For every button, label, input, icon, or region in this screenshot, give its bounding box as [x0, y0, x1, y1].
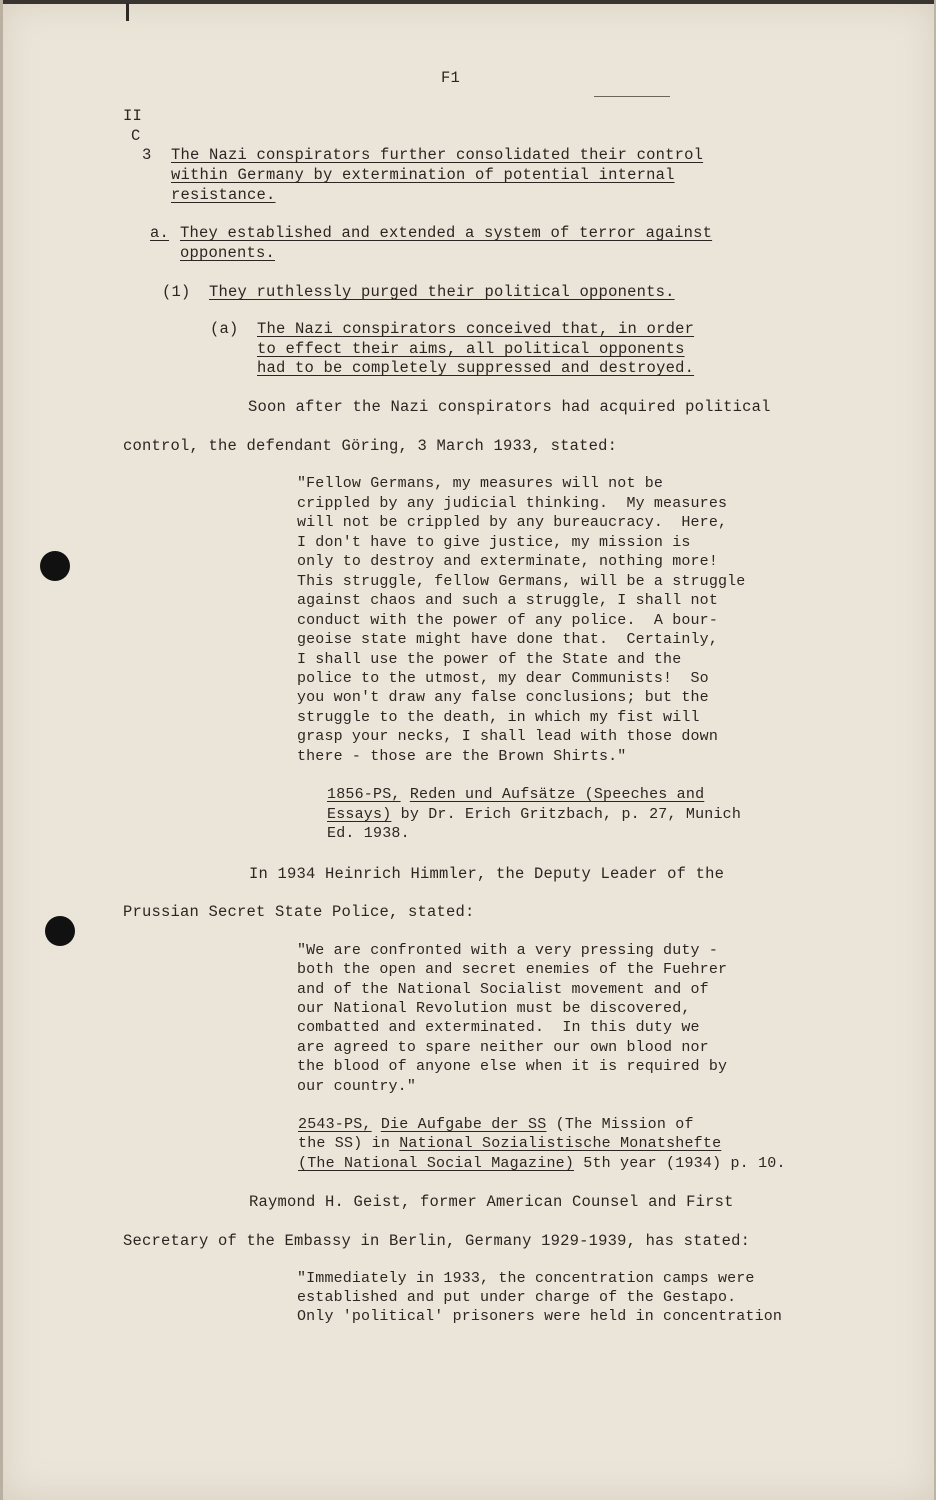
citation-line: [298, 1115, 694, 1135]
quote-line: and of the National Socialist movement and of: [297, 981, 709, 998]
quote-line: you won't draw any false conclusions; but the: [297, 689, 709, 706]
citation-title: Essays): [327, 806, 392, 823]
citation-title: National Sozialistische Monatshefte: [399, 1135, 722, 1152]
heading-3-line: The Nazi conspirators further consolidated their control: [171, 146, 704, 164]
quote-line: struggle to the death, in which my fist will: [297, 709, 700, 726]
ink-mark: [126, 3, 129, 21]
citation-line: [298, 1154, 786, 1174]
citation-line: [327, 785, 704, 805]
heading-3-line: resistance.: [171, 186, 276, 204]
quote-line: both the open and secret enemies of the Fuehrer: [297, 961, 728, 978]
quote-line: our country.": [297, 1078, 416, 1095]
punch-hole: [45, 916, 75, 946]
quote-line: police to the utmost, my dear Communists! So: [297, 670, 709, 687]
heading-a-line: They established and extended a system of terror against: [180, 224, 713, 242]
quote-line: crippled by any judicial thinking. My measures: [297, 495, 728, 512]
paragraph-line: In 1934 Heinrich Himmler, the Deputy Leader of the: [249, 865, 725, 883]
pencil-mark: [594, 96, 670, 97]
citation-line: [298, 1134, 721, 1154]
citation-line: [327, 805, 741, 825]
paragraph-line: control, the defendant Göring, 3 March 1933, stated:: [123, 437, 618, 455]
citation-line: Ed. 1938.: [327, 825, 410, 842]
citation-title: Reden und Aufsätze (Speeches and: [409, 786, 705, 803]
section-roman: II: [123, 107, 143, 125]
quote-line: our National Revolution must be discovered,: [297, 1000, 691, 1017]
heading-a2-label: (a): [210, 320, 239, 338]
quote-line: "Immediately in 1933, the concentration camps were: [297, 1270, 755, 1287]
paragraph-line: Prussian Secret State Police, stated:: [123, 903, 475, 921]
page-id: F1: [441, 69, 461, 87]
heading-3-number: 3: [142, 146, 152, 164]
heading-3-line: within Germany by extermination of potential internal: [171, 166, 675, 184]
quote-line: "We are confronted with a very pressing duty -: [297, 942, 718, 959]
citation-text: by Dr. Erich Gritzbach, p. 27, Munich: [391, 806, 742, 823]
section-letter: C: [131, 127, 141, 145]
paragraph-line: Soon after the Nazi conspirators had acquired political: [248, 398, 771, 416]
quote-line: This struggle, fellow Germans, will be a struggle: [297, 573, 746, 590]
quote-line: I shall use the power of the State and the: [297, 651, 682, 668]
citation-text: 5th year (1934) p. 10.: [574, 1155, 786, 1172]
heading-a2-line: had to be completely suppressed and destroyed.: [257, 359, 695, 377]
quote-line: conduct with the power of any police. A bour-: [297, 612, 718, 629]
citation-doc: 1856-PS,: [327, 786, 401, 803]
quote-line: against chaos and such a struggle, I shall not: [297, 592, 718, 609]
quote-line: I don't have to give justice, my mission is: [297, 534, 691, 551]
quote-line: only to destroy and exterminate, nothing more!: [297, 553, 718, 570]
heading-1-text: They ruthlessly purged their political opponents.: [209, 283, 675, 301]
quote-line: combatted and exterminated. In this duty we: [297, 1019, 700, 1036]
citation-text: in: [362, 1135, 400, 1152]
quote-line: the blood of anyone else when it is required by: [297, 1058, 728, 1075]
heading-a2-line: The Nazi conspirators conceived that, in order: [257, 320, 695, 338]
heading-a2-line: to effect their aims, all political opponents: [257, 340, 685, 358]
page-top-edge: [0, 0, 936, 4]
heading-a-line: opponents.: [180, 244, 276, 262]
citation-title: Die Aufgabe der SS: [380, 1116, 547, 1133]
citation-text: (The Mission of: [546, 1116, 694, 1133]
quote-line: are agreed to spare neither our own blood nor: [297, 1039, 709, 1056]
quote-line: grasp your necks, I shall lead with those down: [297, 728, 718, 745]
quote-line: will not be crippled by any bureaucracy. Here,: [297, 514, 728, 531]
citation-text: the SS): [298, 1135, 363, 1152]
quote-line: "Fellow Germans, my measures will not be: [297, 475, 664, 492]
heading-a-label: a.: [150, 224, 170, 242]
punch-hole: [40, 551, 70, 581]
page-left-edge: [0, 0, 3, 1500]
paragraph-line: Secretary of the Embassy in Berlin, Germany 1929-1939, has stated:: [123, 1232, 751, 1250]
citation-doc: 2543-PS,: [298, 1116, 372, 1133]
quote-line: there - those are the Brown Shirts.": [297, 748, 627, 765]
quote-line: Only 'political' prisoners were held in concentration: [297, 1308, 783, 1325]
citation-title: (The National Social Magazine): [298, 1155, 575, 1172]
quote-line: established and put under charge of the Gestapo.: [297, 1289, 737, 1306]
heading-1-label: (1): [162, 283, 191, 301]
paragraph-line: Raymond H. Geist, former American Counsel and First: [249, 1193, 734, 1211]
quote-line: geoise state might have done that. Certainly,: [297, 631, 718, 648]
